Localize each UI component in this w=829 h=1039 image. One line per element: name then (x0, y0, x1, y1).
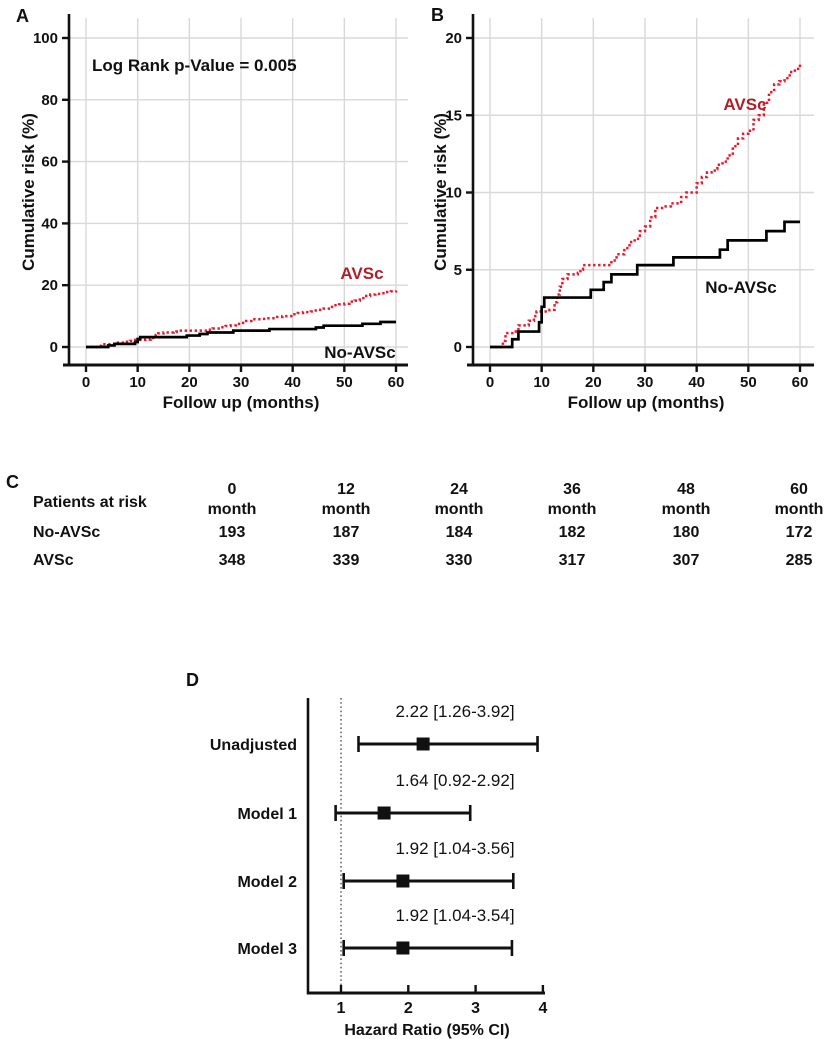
y-tick-label: 5 (453, 261, 462, 279)
estimate-marker (396, 875, 409, 888)
forest-row-label: Model 1 (237, 806, 297, 823)
x-tick-label: 40 (688, 374, 706, 391)
forest-row-estimate-text: 1.92 [1.04-3.54] (395, 906, 515, 925)
risk-table-value: 187 (332, 524, 360, 541)
x-tick-label: 50 (739, 374, 757, 391)
forest-row-estimate-text: 1.92 [1.04-3.56] (395, 839, 515, 858)
risk-table-value: 193 (218, 524, 246, 541)
risk-table-col-header-value: 24 (450, 481, 468, 498)
forest-x-tick-label: 2 (403, 1000, 413, 1017)
y-tick-label: 80 (41, 91, 58, 109)
risk-table-col-header-unit: month (434, 501, 484, 518)
y-tick-label: 20 (41, 277, 58, 295)
risk-table-title: Patients at risk (33, 494, 147, 511)
risk-table-col-header-unit: month (207, 501, 257, 518)
risk-table-col-header-unit: month (774, 501, 824, 518)
risk-table-value: 307 (672, 552, 700, 569)
y-tick-label: 100 (32, 30, 58, 47)
series-AVSc-label: AVSc (723, 95, 767, 114)
risk-table-col-header-value: 60 (790, 481, 808, 498)
risk-table-col-header-value: 0 (227, 481, 237, 498)
series-No-AVSc-label: No-AVSc (705, 278, 777, 297)
risk-table-value: 182 (558, 524, 586, 541)
forest-x-tick-label: 4 (538, 1000, 548, 1017)
panel-c-label: C (6, 472, 19, 492)
y-tick-label: 15 (445, 107, 462, 125)
risk-table-value: 285 (785, 552, 813, 569)
risk-table-value: 339 (332, 552, 360, 569)
x-tick-label: 20 (180, 374, 198, 391)
risk-table-row-label: No-AVSc (33, 524, 101, 541)
y-tick-label: 0 (49, 339, 58, 356)
x-tick-label: 60 (387, 374, 405, 391)
risk-table-value: 330 (445, 552, 473, 569)
y-tick-label: 0 (453, 339, 462, 356)
risk-table-value: 184 (445, 524, 473, 541)
risk-table-col-header-value: 48 (677, 481, 695, 498)
x-tick-label: 50 (335, 374, 353, 391)
panel-a-label: A (16, 6, 29, 26)
risk-table-col-header-value: 36 (563, 481, 581, 498)
x-tick-label: 10 (129, 374, 147, 391)
y-tick-label: 40 (41, 215, 58, 233)
risk-table-col-header-unit: month (547, 501, 597, 518)
x-axis-title: Follow up (months) (162, 393, 320, 412)
panel-b-label: B (431, 5, 444, 25)
forest-row-label: Model 2 (237, 874, 297, 891)
series-No-AVSc-label: No-AVSc (324, 343, 396, 362)
forest-x-axis-title: Hazard Ratio (95% CI) (344, 1022, 510, 1039)
x-tick-label: 30 (636, 374, 654, 391)
forest-row-estimate-text: 1.64 [0.92-2.92] (395, 771, 515, 790)
risk-table-col-header-unit: month (321, 501, 371, 518)
estimate-marker (417, 738, 430, 751)
x-tick-label: 30 (232, 374, 250, 391)
x-tick-label: 10 (533, 374, 551, 391)
y-tick-label: 20 (445, 30, 462, 47)
x-tick-label: 20 (584, 374, 602, 391)
panel-d-forest-plot (0, 660, 829, 1039)
x-tick-label: 60 (791, 374, 809, 391)
patients-at-risk-table (0, 460, 829, 590)
risk-table-value: 348 (218, 552, 246, 569)
log-rank-p-value: Log Rank p-Value = 0.005 (92, 56, 297, 75)
risk-table-col-header-unit: month (661, 501, 711, 518)
panel-d-label: D (186, 670, 199, 690)
risk-table-value: 180 (672, 524, 700, 541)
y-tick-label: 60 (41, 153, 58, 171)
series-AVSc-label: AVSc (340, 264, 384, 283)
x-tick-label: 0 (81, 374, 91, 391)
risk-table-value: 317 (558, 552, 586, 569)
estimate-marker (396, 942, 409, 955)
forest-row-label: Model 3 (237, 941, 297, 958)
panel-b-km-chart (415, 0, 829, 445)
x-tick-label: 0 (485, 374, 495, 391)
y-axis-title: Cumulative risk (%) (19, 113, 38, 271)
x-axis-title: Follow up (months) (567, 393, 725, 412)
y-tick-label: 10 (445, 184, 462, 202)
panel-a-km-chart (0, 0, 415, 445)
forest-x-tick-label: 1 (336, 1000, 346, 1017)
forest-x-tick-label: 3 (471, 1000, 481, 1017)
forest-row-estimate-text: 2.22 [1.26-3.92] (395, 702, 515, 721)
risk-table-value: 172 (785, 524, 813, 541)
risk-table-col-header-value: 12 (337, 481, 355, 498)
risk-table-row-label: AVSc (33, 552, 74, 569)
y-axis-title: Cumulative risk (%) (431, 113, 450, 271)
x-tick-label: 40 (284, 374, 302, 391)
estimate-marker (378, 807, 391, 820)
forest-row-label: Unadjusted (209, 737, 297, 754)
